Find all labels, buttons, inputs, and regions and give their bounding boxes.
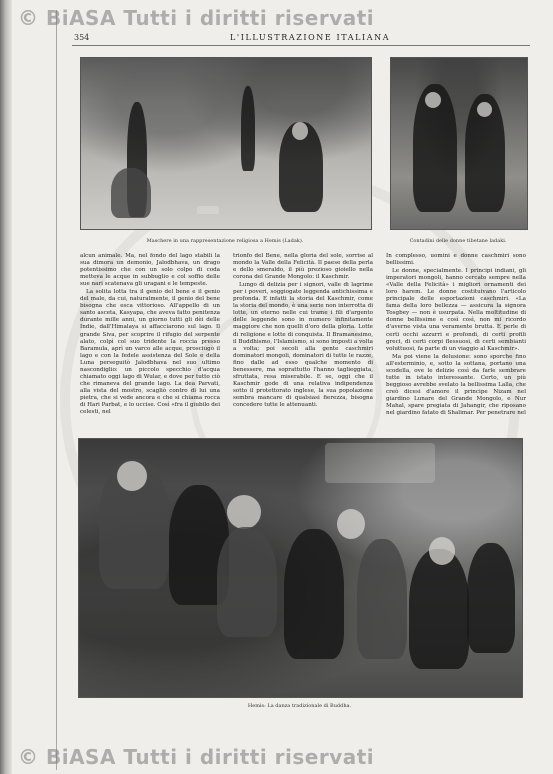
paragraph: Lungo di delizia per i signori, valle di lagrime per i poveri, soggiogate leggenda antichissima e profonda. E infatti la storia del Kaschmir, come la storia del mondo, è una serie non interrotta di lotte, un eterno nelle cui trame i fili d'argento delle leggende sono in numero infinitamente maggiore che non quelli d'oro della gloria. Lotte di religione e lotte di conquista. Il Bramanesimo, il Buddhismo, l'Islamismo, si sono imposti a volta a volta; poi secoli alla gente caschmiri dominatori mongoli, dominatori di tutte le razze, fino dalle ad esso qualche momento di benessere, ma soprattutto l'hanno taglieggiata, sfruttata, resa miserabile. E se, oggi che il Kaschmir gode di una relativa indipendenza sotto il protettorato inglese, la sua popolazione sembra mancare di qualsiasi fierezza, bisogna concedere tutte le attenuanti. xyxy=(233,282,373,408)
text-column-1 xyxy=(80,253,220,417)
photo-mask xyxy=(292,122,308,140)
margin-rule xyxy=(56,10,57,770)
photo-mask xyxy=(337,509,365,539)
caption-top-left: Maschere in una rappresentazione religiosa a Hemis (Ladak). xyxy=(146,238,304,244)
paragraph: Le donne, specialmente. I principi indiani, gli imperatori mongoli, hanno cercato sempre nella «Valle della Felicità» i migliori ornamenti dei loro harem. Le donne costituivano l'articolo principale delle esportazioni caschmiri. «La fama della loro bellezza — assicura la signora Tosgbey — non è usurpata. Nella moltitudine di donne bellissime e così così, non mi ricordo d'averne vista una veramente brutta. E perle di certi occhi azzurri e profondi, di certi profili greci, di certi corpi flessuosi, di certi sembianti voluttuosi, fa parte di un viaggio al Kaschmir». xyxy=(386,268,526,352)
watermark-top: © BiASA Tutti i diritti riservati xyxy=(18,6,375,30)
book-binding xyxy=(0,0,12,774)
paragraph: Ma poi viene la delusione: sono sporche fino all'esterminio, e, sotto la sottana, portano una scodella, ove le delizie così da farle sembrare tutte in istato interessante. Certo, un più beggioso avrebbe svelato la bellissima Lalla, che creò dicesi d'amore il principe Nizam nel giardino Lunare del Grande Mongolo, e Nur Mahal, spare pregiata di Jahangir, che riposano nel giardino fatato di Shalimar. Per penetrare nel xyxy=(386,353,526,417)
photo-figure xyxy=(409,549,469,669)
watermark-bottom: © BiASA Tutti i diritti riservati xyxy=(18,745,375,769)
caption-top-right: Contadini delle donne tibetane ladaki. xyxy=(409,238,507,244)
header-rule xyxy=(72,45,530,46)
photo-ladaki-women xyxy=(390,57,528,230)
photo-object xyxy=(197,206,219,214)
photo-figure xyxy=(467,543,515,653)
photo-figure xyxy=(217,527,277,637)
photo-canopy xyxy=(325,443,435,483)
paragraph: In complesso, uomini e donne caschmiri sono bellissimi. xyxy=(386,253,526,267)
paragraph: alcun animale. Ma, nel fondo del lago stabili la sua dimora un demonio, Jalodbhava, un drago potentissimo che con un solo colpo di coda metteva le acque in subbuglio e col soffio delle sue nari scatenava gli uragani e le tempeste. xyxy=(80,253,220,288)
text-column-3 xyxy=(386,253,526,418)
photo-face xyxy=(425,92,441,108)
photo-figure xyxy=(241,86,255,171)
text-column-2 xyxy=(233,253,373,410)
photo-masked-dancers xyxy=(80,57,372,230)
photo-traditional-dance xyxy=(78,438,523,698)
photo-mask xyxy=(227,495,261,529)
photo-mask xyxy=(429,537,455,565)
masthead: L'ILLUSTRAZIONE ITALIANA xyxy=(230,33,391,42)
photo-face xyxy=(477,102,492,117)
photo-figure xyxy=(357,539,407,659)
photo-figure xyxy=(111,168,151,218)
caption-bottom: Hemis: La danza tradizionale di Buddha. xyxy=(247,703,352,709)
paragraph: La solita lotta tra il genio del bene e il genio del male, da cui, naturalmente, il genio del bene bisogna che esca vittorioso. All'appello di un santo asceta, Kasyapa, che aveva fatto penitenza durante mille anni, un giorno tutti gli dèi delle Indie, dall'Himalaya si affacciarono sul lago. Il grande Siva, per scoprire il rifugio del serpente alato, colpì col suo tridente la roccia presso Baramula, aprì un varco alle acque, prosciugò il lago e con la fedele assistenza del Sole e della Luna perseguitò Jalodbhava nel suo ultimo nascondiglio: un piccolo specchio d'acqua chiamato oggi lago di Wular, e dove per tutto ciò che rimaneva del grande lago. La dea Parvati, alla vista del mostro, scagliò contro di lui una pietra, che si vede ancora e che si chiama rocca di Hari Parbat, e lo uccise. Così «fra il giubilo dei celesti, nel xyxy=(80,289,220,416)
paragraph: trionfo del Bene, nella gloria del sole, sorrise al mondo la Valle della Felicità. Il paese della perla e dello smeraldo, il più prezioso gioiello nella corona del Grande Mongolo: il Kaschmir. xyxy=(233,253,373,281)
photo-mask xyxy=(117,461,147,491)
photo-figure xyxy=(284,529,344,659)
page-number: 354 xyxy=(74,33,90,42)
